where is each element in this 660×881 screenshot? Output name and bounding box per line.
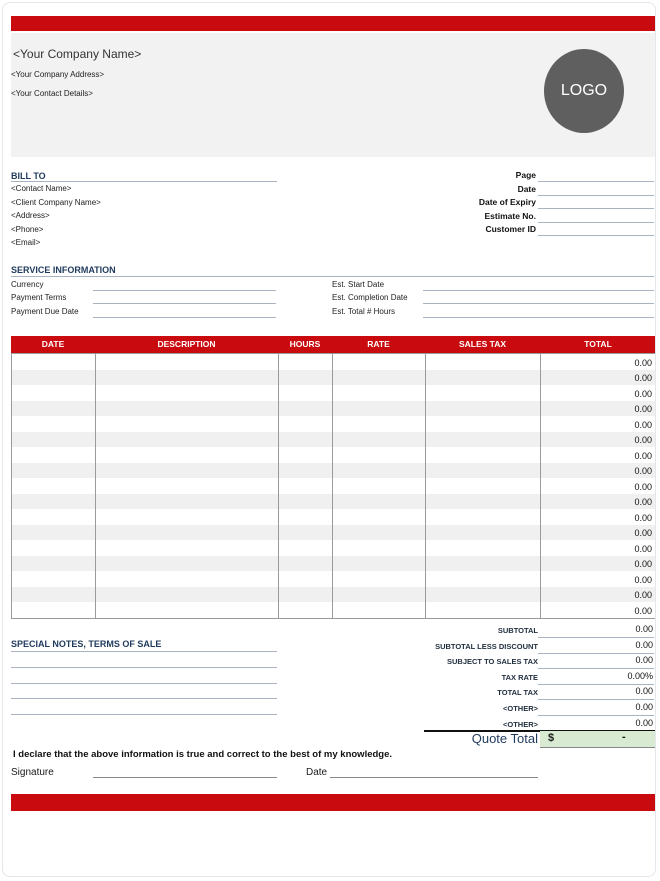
payment-terms-field[interactable]: [93, 303, 276, 304]
row-total-value: 0.00: [634, 419, 652, 430]
bottom-accent-bar: [11, 794, 656, 811]
totals-label: TAX RATE: [501, 672, 538, 682]
totals-value[interactable]: 0.00: [635, 686, 653, 697]
est-hours-label: Est. Total # Hours: [332, 307, 395, 316]
totals-value[interactable]: 0.00: [635, 702, 653, 712]
col-divider: [540, 354, 541, 618]
totals-underline: [538, 699, 654, 700]
date-of-expiry-label: Date of Expiry: [478, 197, 536, 207]
signature-date-label: Date: [306, 767, 328, 778]
row-total-value: 0.00: [634, 466, 652, 477]
address-field[interactable]: <Address>: [11, 211, 50, 220]
totals-value[interactable]: 0.00: [635, 717, 653, 728]
row-total-value: 0.00: [634, 481, 652, 492]
row-total-value: 0.00: [634, 450, 652, 461]
quote-total-value: -: [622, 731, 626, 743]
row-total-value: 0.00: [634, 404, 652, 415]
notes-line[interactable]: [11, 651, 277, 652]
table-row[interactable]: [12, 416, 655, 432]
table-row[interactable]: [12, 478, 655, 494]
table-row[interactable]: [12, 540, 655, 556]
special-notes-title: SPECIAL NOTES, TERMS OF SALE: [11, 639, 162, 649]
company-address[interactable]: <Your Company Address>: [11, 70, 105, 79]
payment-terms-label: Payment Terms: [11, 293, 67, 302]
estimate-no-field[interactable]: [538, 222, 654, 223]
currency-symbol: $: [548, 732, 555, 744]
row-total-value: 0.00: [634, 528, 652, 539]
totals-underline: [538, 715, 654, 716]
totals-label: SUBTOTAL LESS DISCOUNT: [435, 641, 538, 651]
row-total-value: 0.00: [634, 559, 652, 570]
page-field[interactable]: [538, 181, 654, 182]
row-total-value: 0.00: [634, 574, 652, 585]
est-start-field[interactable]: [423, 290, 654, 291]
col-divider: [332, 354, 333, 618]
row-total-value: 0.00: [634, 605, 652, 616]
table-row[interactable]: [12, 571, 655, 587]
contact-details[interactable]: <Your Contact Details>: [11, 89, 93, 98]
page-label: Page: [515, 170, 536, 180]
totals-value[interactable]: 0.00: [635, 639, 653, 650]
row-total-value: 0.00: [634, 512, 652, 523]
col-divider: [425, 354, 426, 618]
col-sales-tax: SALES TAX: [458, 339, 507, 349]
row-total-value: 0.00: [634, 373, 652, 384]
table-row[interactable]: [12, 556, 655, 572]
date-of-expiry-field[interactable]: [538, 208, 654, 209]
quote-total-label: Quote Total: [471, 731, 538, 746]
signature-field[interactable]: [93, 777, 277, 778]
service-info-divider: [11, 276, 654, 277]
totals-label: <OTHER>: [502, 704, 538, 713]
col-divider: [278, 354, 279, 618]
totals-underline: [538, 668, 654, 669]
row-total-value: 0.00: [634, 357, 652, 368]
phone-field[interactable]: <Phone>: [11, 225, 44, 234]
totals-label: <OTHER>: [502, 719, 538, 729]
bill-to-title: BILL TO: [11, 171, 46, 181]
quote-total-field[interactable]: [540, 731, 656, 748]
items-table-body: [11, 353, 656, 619]
email-field[interactable]: <Email>: [11, 238, 41, 247]
table-row[interactable]: [12, 602, 655, 618]
totals-value[interactable]: 0.00%: [627, 670, 653, 681]
logo-placeholder: [544, 49, 624, 133]
row-total-value: 0.00: [634, 435, 652, 446]
row-total-value: 0.00: [634, 590, 652, 601]
table-row[interactable]: [12, 525, 655, 541]
top-accent-bar: [11, 16, 656, 31]
col-total: TOTAL: [584, 339, 612, 349]
logo-text: LOGO: [560, 82, 608, 99]
table-row[interactable]: [12, 354, 655, 370]
notes-line[interactable]: [11, 667, 277, 668]
table-row[interactable]: [12, 401, 655, 417]
estimate-no-label: Estimate No.: [484, 211, 536, 221]
col-rate: RATE: [367, 339, 390, 349]
table-row[interactable]: [12, 463, 655, 479]
totals-value[interactable]: 0.00: [635, 624, 653, 634]
customer-id-field[interactable]: [538, 235, 654, 236]
items-table-header: [11, 336, 656, 353]
table-row[interactable]: [12, 385, 655, 401]
notes-line[interactable]: [11, 698, 277, 699]
col-divider: [95, 354, 96, 618]
bill-to-divider: [11, 181, 277, 182]
notes-line[interactable]: [11, 683, 277, 684]
totals-underline: [538, 653, 654, 654]
row-total-value: 0.00: [634, 497, 652, 508]
contact-name-field[interactable]: <Contact Name>: [11, 184, 72, 193]
est-completion-field[interactable]: [423, 303, 654, 304]
totals-value[interactable]: 0.00: [635, 655, 653, 666]
date-label: Date: [517, 184, 536, 194]
customer-id-label: Customer ID: [485, 224, 536, 234]
company-name[interactable]: <Your Company Name>: [13, 47, 142, 61]
table-row[interactable]: [12, 509, 655, 525]
signature-date-field[interactable]: [330, 777, 538, 778]
signature-label: Signature: [11, 767, 54, 778]
service-info-title: SERVICE INFORMATION: [11, 265, 116, 275]
table-row[interactable]: [12, 587, 655, 603]
col-description: DESCRIPTION: [157, 339, 216, 349]
totals-underline: [538, 684, 654, 685]
declaration-text: I declare that the above information is true and correct to the best of my knowledge.: [13, 749, 393, 760]
currency-label: Currency: [11, 280, 44, 289]
notes-line[interactable]: [11, 714, 277, 715]
table-row[interactable]: [12, 370, 655, 386]
est-completion-label: Est. Completion Date: [332, 293, 408, 302]
totals-underline: [538, 637, 654, 638]
table-row[interactable]: [12, 447, 655, 463]
row-total-value: 0.00: [634, 388, 652, 399]
currency-field[interactable]: [93, 290, 276, 291]
col-hours: HOURS: [289, 339, 321, 349]
estimate-sheet: [2, 2, 656, 877]
payment-due-field[interactable]: [93, 317, 276, 318]
table-row[interactable]: [12, 494, 655, 510]
col-date: DATE: [41, 339, 65, 349]
payment-due-label: Payment Due Date: [11, 307, 79, 316]
table-row[interactable]: [12, 432, 655, 448]
est-start-label: Est. Start Date: [332, 280, 385, 289]
date-field[interactable]: [538, 195, 654, 196]
est-hours-field[interactable]: [423, 317, 654, 318]
totals-label: SUBTOTAL: [497, 626, 538, 635]
totals-label: TOTAL TAX: [497, 688, 538, 698]
client-company-field[interactable]: <Client Company Name>: [11, 198, 101, 207]
totals-label: SUBJECT TO SALES TAX: [447, 657, 538, 667]
row-total-value: 0.00: [634, 543, 652, 554]
